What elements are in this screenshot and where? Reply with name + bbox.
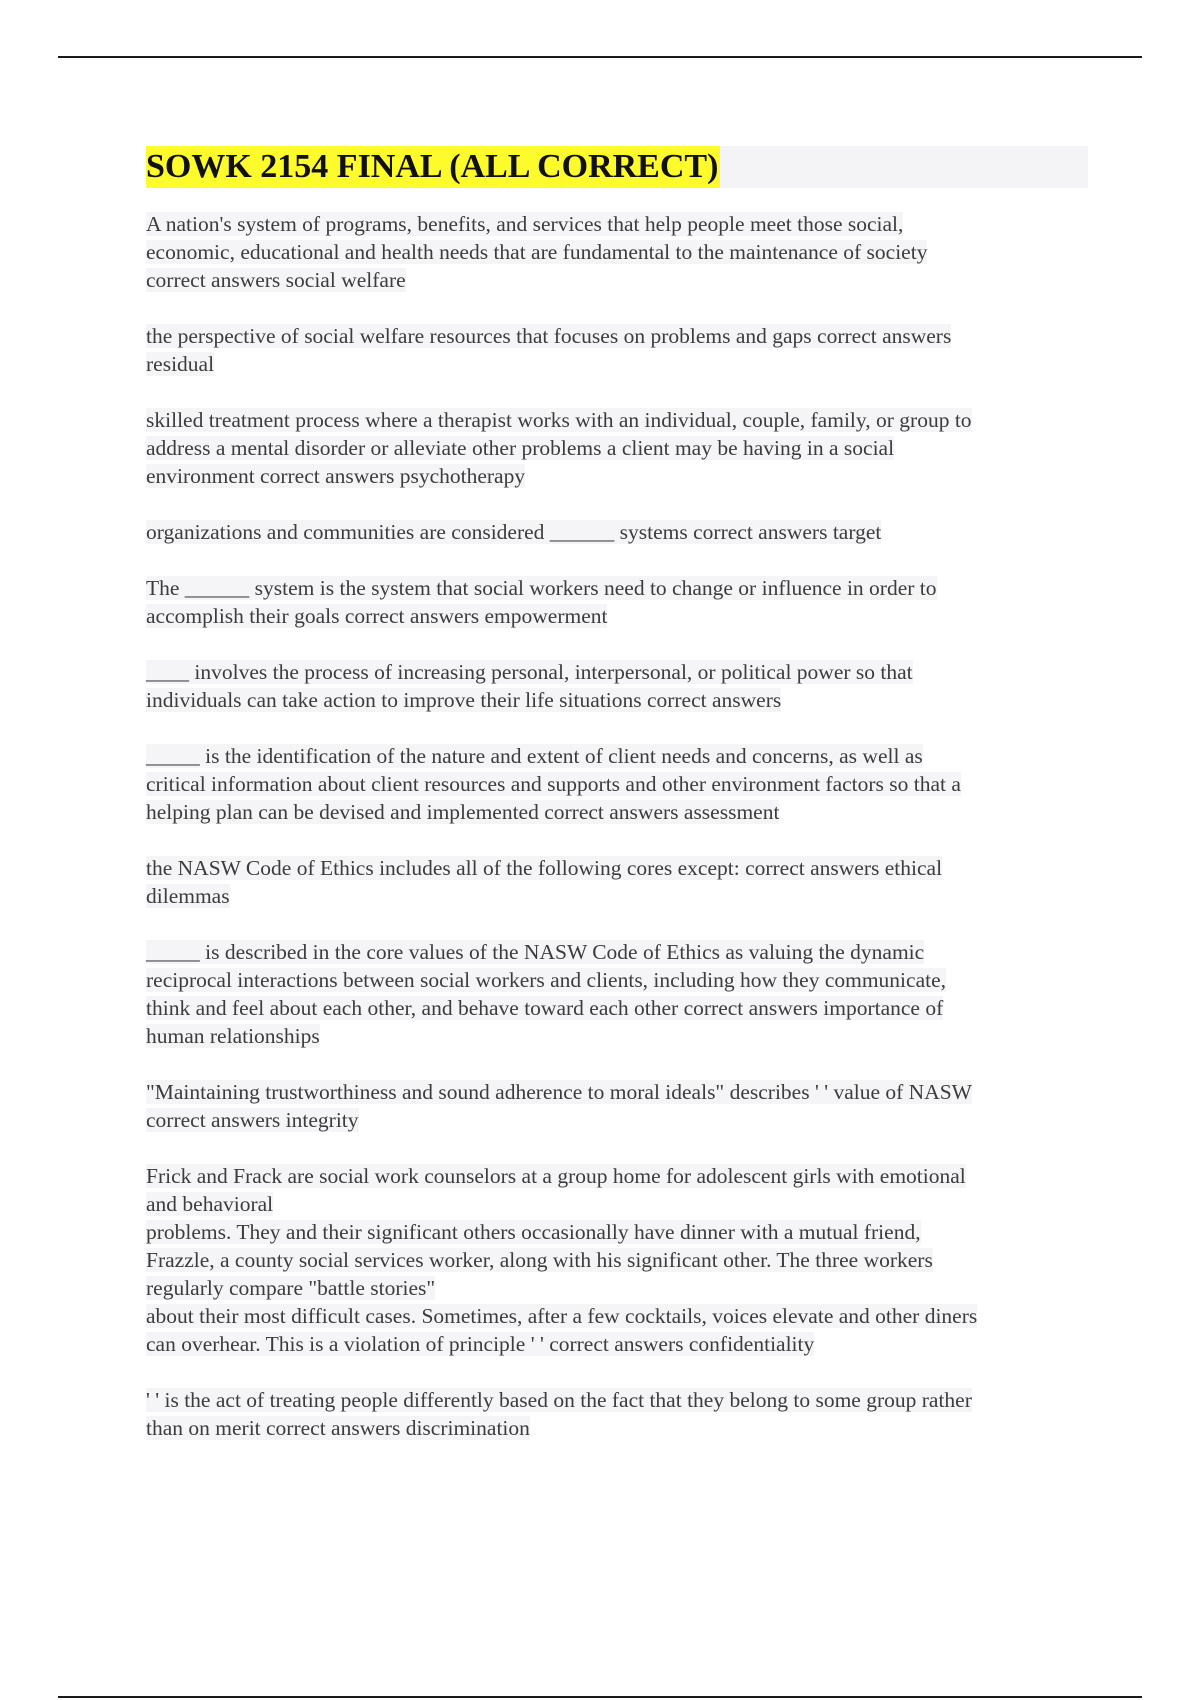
qa-entry-line (146, 658, 1088, 686)
qa-entry-text: _____ is the identification of the nature and extent of client needs and concerns, as well as (146, 744, 923, 768)
qa-entry-line (146, 1162, 1088, 1190)
qa-entry (146, 1078, 1088, 1134)
qa-entry (146, 658, 1088, 714)
qa-entry-text: correct answers integrity (146, 1108, 359, 1132)
qa-entry-text: The ______ system is the system that social workers need to change or influence in order to (146, 576, 937, 600)
qa-entry-line (146, 1414, 1088, 1442)
qa-entry (146, 574, 1088, 630)
qa-entry-line (146, 1078, 1088, 1106)
qa-entry-line (146, 350, 1088, 378)
qa-entry-line (146, 434, 1088, 462)
qa-entry-line (146, 1022, 1088, 1050)
qa-entry-line (146, 406, 1088, 434)
qa-entry-text: critical information about client resources and supports and other environment factors so that a (146, 772, 961, 796)
qa-entry-text: individuals can take action to improve their life situations correct answers (146, 688, 782, 712)
qa-entry-line (146, 966, 1088, 994)
qa-entry-line (146, 994, 1088, 1022)
qa-entry (146, 406, 1088, 490)
qa-entry-text: the perspective of social welfare resources that focuses on problems and gaps correct answers (146, 324, 952, 348)
qa-entry (146, 1386, 1088, 1442)
qa-entry (146, 518, 1088, 546)
qa-entry-line (146, 1274, 1088, 1302)
qa-entry-text: ' ' is the act of treating people differently based on the fact that they belong to some group rather (146, 1388, 972, 1412)
qa-entry-text: the NASW Code of Ethics includes all of the following cores except: correct answers ethical (146, 856, 943, 880)
qa-entry-text: about their most difficult cases. Sometimes, after a few cocktails, voices elevate and other diners (146, 1304, 978, 1328)
qa-entry-line (146, 238, 1088, 266)
qa-entry-line (146, 1246, 1088, 1274)
qa-entry-text: "Maintaining trustworthiness and sound adherence to moral ideals" describes ' ' value of NASW (146, 1080, 972, 1104)
qa-entry-text: A nation's system of programs, benefits, and services that help people meet those social, (146, 212, 904, 236)
qa-entry (146, 854, 1088, 910)
qa-entry-text: helping plan can be devised and implemented correct answers assessment (146, 800, 780, 824)
qa-entry-line (146, 798, 1088, 826)
qa-entry-line (146, 462, 1088, 490)
qa-entry-text: economic, educational and health needs that are fundamental to the maintenance of society (146, 240, 928, 264)
qa-entry-line (146, 1330, 1088, 1358)
qa-entry-text: think and feel about each other, and behave toward each other correct answers importance of (146, 996, 944, 1020)
qa-entry-line (146, 1106, 1088, 1134)
qa-entry-text: organizations and communities are considered ______ systems correct answers target (146, 520, 882, 544)
qa-entry-text: address a mental disorder or alleviate other problems a client may be having in a social (146, 436, 895, 460)
qa-entry-text: human relationships (146, 1024, 320, 1048)
page-bottom-rule (58, 1696, 1142, 1698)
qa-entry-text: _____ is described in the core values of the NASW Code of Ethics as valuing the dynamic (146, 940, 925, 964)
qa-entry-line (146, 686, 1088, 714)
qa-entry-text: and behavioral (146, 1192, 274, 1216)
qa-entry-line (146, 882, 1088, 910)
qa-entry-line (146, 574, 1088, 602)
qa-entry-line (146, 854, 1088, 882)
qa-entry (146, 322, 1088, 378)
qa-entry (146, 1162, 1088, 1358)
qa-entry-text: dilemmas (146, 884, 230, 908)
qa-entry-text: than on merit correct answers discrimination (146, 1416, 530, 1440)
qa-entry-text: reciprocal interactions between social workers and clients, including how they communicate, (146, 968, 947, 992)
qa-entry-line (146, 742, 1088, 770)
qa-entry-text: environment correct answers psychotherapy (146, 464, 526, 488)
qa-list (146, 210, 1088, 1442)
qa-entry-line (146, 1386, 1088, 1414)
document-body (146, 146, 1088, 1470)
qa-entry-text: Frazzle, a county social services worker, along with his significant other. The three workers (146, 1248, 933, 1272)
qa-entry-line (146, 518, 1088, 546)
title-bar (146, 146, 1088, 188)
qa-entry-text: accomplish their goals correct answers empowerment (146, 604, 608, 628)
qa-entry-text: problems. They and their significant others occasionally have dinner with a mutual friend, (146, 1220, 921, 1244)
qa-entry (146, 210, 1088, 294)
qa-entry-line (146, 322, 1088, 350)
qa-entry-line (146, 1218, 1088, 1246)
qa-entry-text: ____ involves the process of increasing personal, interpersonal, or political power so that (146, 660, 913, 684)
qa-entry-line (146, 938, 1088, 966)
qa-entry-text: regularly compare "battle stories" (146, 1276, 436, 1300)
qa-entry-text: correct answers social welfare (146, 268, 406, 292)
qa-entry-text: residual (146, 352, 215, 376)
qa-entry-text: Frick and Frack are social work counselors at a group home for adolescent girls with emotional (146, 1164, 966, 1188)
qa-entry-line (146, 1302, 1088, 1330)
qa-entry-line (146, 770, 1088, 798)
qa-entry-text: can overhear. This is a violation of principle ' ' correct answers confidentiality (146, 1332, 815, 1356)
qa-entry-line (146, 266, 1088, 294)
qa-entry (146, 938, 1088, 1050)
page-top-rule (58, 56, 1142, 58)
qa-entry-line (146, 602, 1088, 630)
document-title: SOWK 2154 FINAL (ALL CORRECT) (146, 146, 720, 188)
qa-entry-line (146, 210, 1088, 238)
qa-entry-line (146, 1190, 1088, 1218)
qa-entry (146, 742, 1088, 826)
qa-entry-text: skilled treatment process where a therapist works with an individual, couple, family, or group to (146, 408, 972, 432)
